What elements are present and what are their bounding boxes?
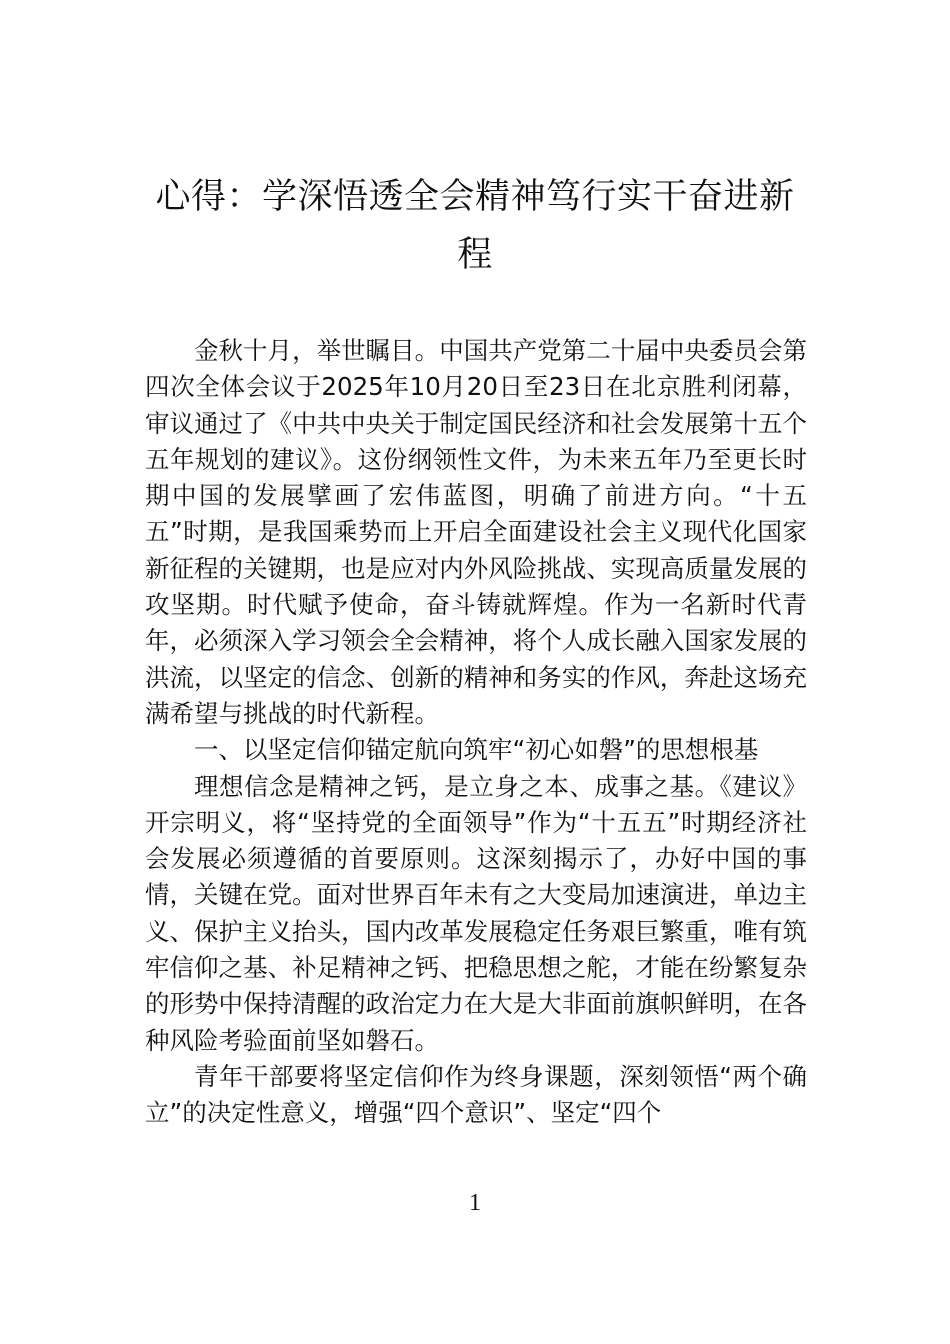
page-number: 1 — [469, 1190, 481, 1216]
paragraph-intro: 金秋十月，举世瞩目。中国共产党第二十届中央委员会第四次全体会议于2025年10月20日至23日在北京胜利闭幕，审议通过了《中共中央关于制定国民经济和社会发展第十五个五年规划的建议》。这份纲领性文件，为未来五年乃至更长时期中国的发展擘画了宏伟蓝图，明确了前进方向。“十五五”时期，是我国乘势而上开启全面建设社会主义现代化国家新征程的关键期，也是应对内外风险挑战、实现高质量发展的攻坚期。时代赋予使命，奋斗铸就辉煌。作为一名新时代青年，必须深入学习领会全会精神，将个人成长融入国家发展的洪流，以坚定的信念、创新的精神和务实的作风，奔赴这场充满希望与挑战的时代新程。 — [145, 336, 807, 728]
paragraph-youth-cadres: 青年干部要将坚定信仰作为终身课题，深刻领悟“两个确立”的决定性意义，增强“四个意识”、坚定“四个 — [145, 1061, 807, 1128]
document-title: 心得：学深悟透全会精神笃行实干奋进新程 — [155, 177, 795, 275]
document-body — [145, 333, 807, 1132]
paragraph-faith: 理想信念是精神之钙，是立身之本、成事之基。《建议》开宗明义，将“坚持党的全面领导”作为“十五五”时期经济社会发展必须遵循的首要原则。这深刻揭示了，办好中国的事情，关键在党。面对世界百年未有之大变局加速演进，单边主义、保护主义抬头，国内改革发展稳定任务艰巨繁重，唯有筑牢信仰之基、补足精神之钙、把稳思想之舵，才能在纷繁复杂的形势中保持清醒的政治定力在大是大非面前旗帜鲜明，在各种风险考验面前坚如磐石。 — [145, 771, 807, 1055]
section-heading-1: 一、以坚定信仰锚定航向筑牢“初心如磐”的思想根基 — [194, 735, 759, 765]
